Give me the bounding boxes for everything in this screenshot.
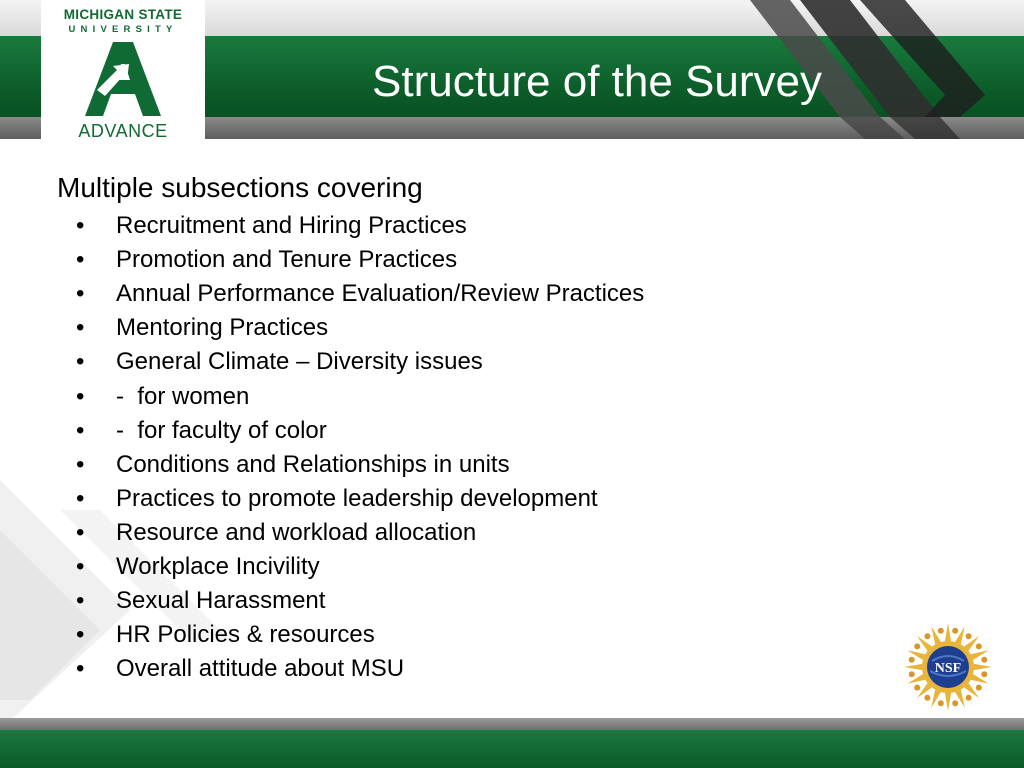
bullet-glyph: • xyxy=(76,484,85,512)
intro-text: Multiple subsections covering xyxy=(57,172,423,203)
bullet-glyph: • xyxy=(76,314,85,342)
logo-program-name: ADVANCE xyxy=(78,121,168,141)
nsf-seal-node xyxy=(981,657,987,663)
footer-green-band xyxy=(0,730,1024,768)
list-item xyxy=(73,243,644,277)
nsf-seal-node xyxy=(966,695,972,701)
advance-arrow-icon xyxy=(83,40,163,118)
list-item-text: Conditions and Relationships in units xyxy=(116,450,510,478)
bullet-glyph: • xyxy=(76,348,85,376)
bullet-glyph: • xyxy=(76,246,85,274)
bullet-glyph: • xyxy=(76,655,85,683)
list-item xyxy=(73,584,644,618)
list-item-text: - for faculty of color xyxy=(116,416,327,444)
list-item xyxy=(73,277,644,311)
list-item-text: Sexual Harassment xyxy=(116,587,326,615)
list-item-text: Mentoring Practices xyxy=(116,314,329,342)
bullet-glyph: • xyxy=(76,416,85,444)
nsf-seal-node xyxy=(914,643,920,649)
list-item xyxy=(73,448,644,482)
footer-grey-strip xyxy=(0,718,1024,730)
nsf-seal-node xyxy=(938,700,944,706)
list-item-text: Annual Performance Evaluation/Review Practices xyxy=(116,280,645,308)
list-item-text: Promotion and Tenure Practices xyxy=(116,246,458,274)
list-item xyxy=(73,345,644,379)
list-item xyxy=(73,516,644,550)
list-item-text: Practices to promote leadership development xyxy=(116,484,598,512)
slide-title: Structure of the Survey xyxy=(372,57,822,106)
list-item-text: Overall attitude about MSU xyxy=(116,655,405,683)
nsf-seal-node xyxy=(924,695,930,701)
list-item xyxy=(73,379,644,413)
nsf-seal-ray xyxy=(974,664,992,670)
nsf-seal-node xyxy=(976,685,982,691)
list-item xyxy=(73,209,644,243)
list-item-text: Recruitment and Hiring Practices xyxy=(116,212,467,240)
bullet-glyph: • xyxy=(76,382,85,410)
nsf-seal-ray xyxy=(945,693,951,711)
nsf-seal-node xyxy=(924,633,930,639)
list-item-text: Resource and workload allocation xyxy=(116,518,477,546)
bullet-glyph: • xyxy=(76,280,85,308)
nsf-seal-label: NSF xyxy=(934,661,962,676)
list-item xyxy=(73,482,644,516)
nsf-seal-node xyxy=(938,628,944,634)
logo-university-name: MICHIGAN STATE xyxy=(63,7,183,22)
subsection-list xyxy=(73,209,644,686)
list-item xyxy=(73,550,644,584)
bullet-glyph: • xyxy=(76,552,85,580)
list-item-text: General Climate – Diversity issues xyxy=(116,348,483,376)
nsf-seal-node xyxy=(952,628,958,634)
bullet-glyph: • xyxy=(76,450,85,478)
nsf-seal-ray xyxy=(945,623,951,641)
nsf-seal-node xyxy=(909,671,915,677)
nsf-seal-ray xyxy=(904,664,922,670)
nsf-seal-node xyxy=(981,671,987,677)
logo-university-word: UNIVERSITY xyxy=(68,24,178,35)
nsf-seal-node xyxy=(966,633,972,639)
bullet-glyph: • xyxy=(76,587,85,615)
list-item-text: - for women xyxy=(116,382,250,410)
bullet-glyph: • xyxy=(76,518,85,546)
list-item-text: HR Policies & resources xyxy=(116,621,375,649)
nsf-seal-node xyxy=(976,643,982,649)
list-item xyxy=(73,618,644,652)
list-item xyxy=(73,414,644,448)
list-item xyxy=(73,652,644,686)
nsf-seal-logo xyxy=(902,621,994,713)
nsf-seal-node xyxy=(914,685,920,691)
list-item xyxy=(73,311,644,345)
bullet-glyph: • xyxy=(76,212,85,240)
list-item-text: Workplace Incivility xyxy=(116,552,320,580)
nsf-seal-node xyxy=(952,700,958,706)
nsf-seal-node xyxy=(909,657,915,663)
bullet-glyph: • xyxy=(76,621,85,649)
msu-advance-logo xyxy=(41,0,205,146)
